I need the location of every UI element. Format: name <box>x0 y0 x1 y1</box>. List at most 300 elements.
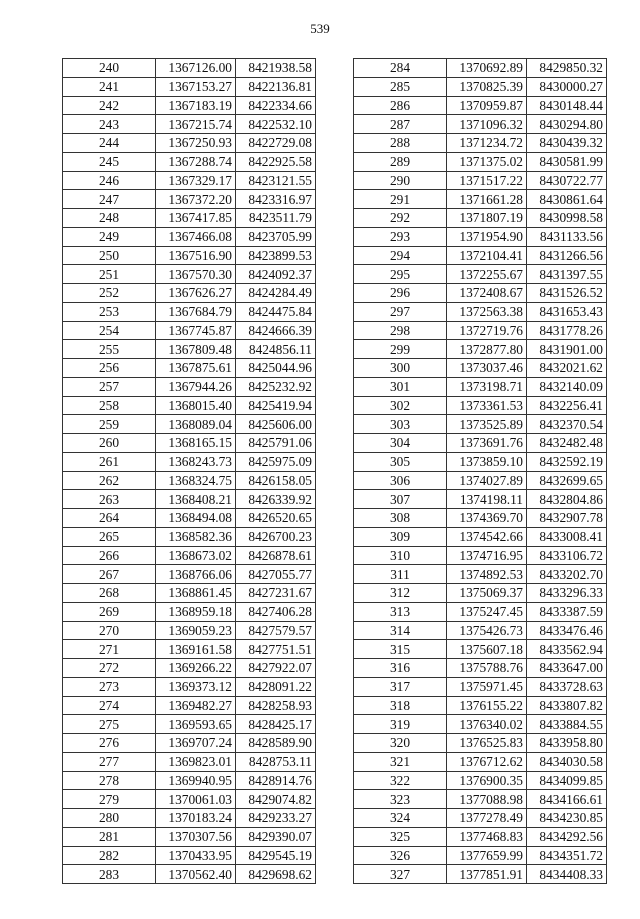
y-coordinate-cell: 8422334.66 <box>236 96 316 115</box>
table-row <box>354 340 607 359</box>
x-coordinate-cell: 1367466.08 <box>156 227 236 246</box>
x-coordinate-cell: 1372877.80 <box>447 340 527 359</box>
y-coordinate-cell: 8434292.56 <box>527 827 607 846</box>
table-row <box>63 359 316 378</box>
table-row <box>63 471 316 490</box>
y-coordinate-cell: 8427231.67 <box>236 584 316 603</box>
y-coordinate-cell: 8431266.56 <box>527 246 607 265</box>
x-coordinate-cell: 1376155.22 <box>447 696 527 715</box>
table-row <box>354 134 607 153</box>
y-coordinate-cell: 8422136.81 <box>236 77 316 96</box>
y-coordinate-cell: 8433958.80 <box>527 734 607 753</box>
y-coordinate-cell: 8429233.27 <box>236 809 316 828</box>
point-number-cell: 252 <box>63 284 156 303</box>
point-number-cell: 274 <box>63 696 156 715</box>
y-coordinate-cell: 8428914.76 <box>236 771 316 790</box>
x-coordinate-cell: 1367153.27 <box>156 77 236 96</box>
table-row <box>354 490 607 509</box>
y-coordinate-cell: 8432592.19 <box>527 452 607 471</box>
x-coordinate-cell: 1375247.45 <box>447 602 527 621</box>
y-coordinate-cell: 8434351.72 <box>527 846 607 865</box>
point-number-cell: 304 <box>354 434 447 453</box>
x-coordinate-cell: 1367570.30 <box>156 265 236 284</box>
point-number-cell: 243 <box>63 115 156 134</box>
point-number-cell: 277 <box>63 752 156 771</box>
x-coordinate-cell: 1371807.19 <box>447 209 527 228</box>
point-number-cell: 290 <box>354 171 447 190</box>
x-coordinate-cell: 1375971.45 <box>447 677 527 696</box>
point-number-cell: 294 <box>354 246 447 265</box>
x-coordinate-cell: 1367250.93 <box>156 134 236 153</box>
point-number-cell: 303 <box>354 415 447 434</box>
table-row <box>63 696 316 715</box>
point-number-cell: 251 <box>63 265 156 284</box>
x-coordinate-cell: 1372255.67 <box>447 265 527 284</box>
point-number-cell: 275 <box>63 715 156 734</box>
y-coordinate-cell: 8429074.82 <box>236 790 316 809</box>
table-row <box>354 715 607 734</box>
y-coordinate-cell: 8426158.05 <box>236 471 316 490</box>
y-coordinate-cell: 8433106.72 <box>527 546 607 565</box>
y-coordinate-cell: 8425975.09 <box>236 452 316 471</box>
x-coordinate-cell: 1367126.00 <box>156 59 236 78</box>
table-row <box>63 865 316 884</box>
point-number-cell: 264 <box>63 509 156 528</box>
table-row <box>354 621 607 640</box>
x-coordinate-cell: 1367516.90 <box>156 246 236 265</box>
y-coordinate-cell: 8421938.58 <box>236 59 316 78</box>
x-coordinate-cell: 1372719.76 <box>447 321 527 340</box>
point-number-cell: 284 <box>354 59 447 78</box>
x-coordinate-cell: 1376525.83 <box>447 734 527 753</box>
y-coordinate-cell: 8432804.86 <box>527 490 607 509</box>
x-coordinate-cell: 1374369.70 <box>447 509 527 528</box>
point-number-cell: 297 <box>354 302 447 321</box>
table-row <box>354 659 607 678</box>
y-coordinate-cell: 8423316.97 <box>236 190 316 209</box>
x-coordinate-cell: 1369593.65 <box>156 715 236 734</box>
point-number-cell: 310 <box>354 546 447 565</box>
y-coordinate-cell: 8427922.07 <box>236 659 316 678</box>
point-number-cell: 309 <box>354 527 447 546</box>
x-coordinate-cell: 1371375.02 <box>447 152 527 171</box>
point-number-cell: 248 <box>63 209 156 228</box>
point-number-cell: 245 <box>63 152 156 171</box>
y-coordinate-cell: 8433728.63 <box>527 677 607 696</box>
x-coordinate-cell: 1368015.40 <box>156 396 236 415</box>
table-row <box>354 171 607 190</box>
y-coordinate-cell: 8423511.79 <box>236 209 316 228</box>
page-number: 539 <box>310 21 330 36</box>
y-coordinate-cell: 8430722.77 <box>527 171 607 190</box>
x-coordinate-cell: 1373037.46 <box>447 359 527 378</box>
x-coordinate-cell: 1370692.89 <box>447 59 527 78</box>
table-row <box>63 415 316 434</box>
point-number-cell: 240 <box>63 59 156 78</box>
x-coordinate-cell: 1369161.58 <box>156 640 236 659</box>
y-coordinate-cell: 8430581.99 <box>527 152 607 171</box>
table-row <box>63 715 316 734</box>
y-coordinate-cell: 8434099.85 <box>527 771 607 790</box>
x-coordinate-cell: 1370433.95 <box>156 846 236 865</box>
table-row <box>63 452 316 471</box>
point-number-cell: 256 <box>63 359 156 378</box>
table-row <box>63 246 316 265</box>
point-number-cell: 270 <box>63 621 156 640</box>
table-row <box>354 209 607 228</box>
x-coordinate-cell: 1368324.75 <box>156 471 236 490</box>
x-coordinate-cell: 1377468.83 <box>447 827 527 846</box>
x-coordinate-cell: 1368408.21 <box>156 490 236 509</box>
table-row <box>63 302 316 321</box>
x-coordinate-cell: 1369482.27 <box>156 696 236 715</box>
x-coordinate-cell: 1370959.87 <box>447 96 527 115</box>
y-coordinate-cell: 8430439.32 <box>527 134 607 153</box>
point-number-cell: 321 <box>354 752 447 771</box>
x-coordinate-cell: 1371954.90 <box>447 227 527 246</box>
x-coordinate-cell: 1369823.01 <box>156 752 236 771</box>
table-row <box>354 190 607 209</box>
point-number-cell: 241 <box>63 77 156 96</box>
x-coordinate-cell: 1367875.61 <box>156 359 236 378</box>
table-row <box>354 865 607 884</box>
table-row <box>354 752 607 771</box>
point-number-cell: 316 <box>354 659 447 678</box>
point-number-cell: 307 <box>354 490 447 509</box>
table-row <box>354 734 607 753</box>
x-coordinate-cell: 1368861.45 <box>156 584 236 603</box>
table-row <box>63 771 316 790</box>
y-coordinate-cell: 8430148.44 <box>527 96 607 115</box>
point-number-cell: 320 <box>354 734 447 753</box>
y-coordinate-cell: 8433807.82 <box>527 696 607 715</box>
table-row <box>354 696 607 715</box>
x-coordinate-cell: 1371234.72 <box>447 134 527 153</box>
point-number-cell: 323 <box>354 790 447 809</box>
table-row <box>63 752 316 771</box>
table-row <box>354 415 607 434</box>
y-coordinate-cell: 8434030.58 <box>527 752 607 771</box>
table-row <box>354 96 607 115</box>
y-coordinate-cell: 8428589.90 <box>236 734 316 753</box>
coordinate-table-left <box>62 58 316 884</box>
point-number-cell: 308 <box>354 509 447 528</box>
table-row <box>354 59 607 78</box>
y-coordinate-cell: 8429390.07 <box>236 827 316 846</box>
table-row <box>354 546 607 565</box>
point-number-cell: 283 <box>63 865 156 884</box>
y-coordinate-cell: 8434408.33 <box>527 865 607 884</box>
point-number-cell: 279 <box>63 790 156 809</box>
table-row <box>63 790 316 809</box>
point-number-cell: 299 <box>354 340 447 359</box>
point-number-cell: 325 <box>354 827 447 846</box>
table-row <box>354 602 607 621</box>
y-coordinate-cell: 8432370.54 <box>527 415 607 434</box>
x-coordinate-cell: 1367372.20 <box>156 190 236 209</box>
table-row <box>63 546 316 565</box>
point-number-cell: 273 <box>63 677 156 696</box>
y-coordinate-cell: 8431133.56 <box>527 227 607 246</box>
x-coordinate-cell: 1376712.62 <box>447 752 527 771</box>
table-row <box>63 734 316 753</box>
x-coordinate-cell: 1377278.49 <box>447 809 527 828</box>
table-row <box>354 377 607 396</box>
point-number-cell: 276 <box>63 734 156 753</box>
table-row <box>354 284 607 303</box>
table-row <box>63 659 316 678</box>
x-coordinate-cell: 1370061.03 <box>156 790 236 809</box>
table-row <box>63 96 316 115</box>
table-row <box>63 846 316 865</box>
x-coordinate-cell: 1367809.48 <box>156 340 236 359</box>
x-coordinate-cell: 1374716.95 <box>447 546 527 565</box>
point-number-cell: 312 <box>354 584 447 603</box>
point-number-cell: 286 <box>354 96 447 115</box>
table-row <box>63 434 316 453</box>
table-row <box>63 490 316 509</box>
table-row <box>63 640 316 659</box>
x-coordinate-cell: 1367215.74 <box>156 115 236 134</box>
y-coordinate-cell: 8425044.96 <box>236 359 316 378</box>
point-number-cell: 278 <box>63 771 156 790</box>
y-coordinate-cell: 8432021.62 <box>527 359 607 378</box>
point-number-cell: 280 <box>63 809 156 828</box>
point-number-cell: 326 <box>354 846 447 865</box>
y-coordinate-cell: 8425419.94 <box>236 396 316 415</box>
y-coordinate-cell: 8427751.51 <box>236 640 316 659</box>
point-number-cell: 271 <box>63 640 156 659</box>
x-coordinate-cell: 1377851.91 <box>447 865 527 884</box>
point-number-cell: 253 <box>63 302 156 321</box>
y-coordinate-cell: 8428425.17 <box>236 715 316 734</box>
y-coordinate-cell: 8425791.06 <box>236 434 316 453</box>
table-row <box>354 321 607 340</box>
point-number-cell: 247 <box>63 190 156 209</box>
table-row <box>354 846 607 865</box>
x-coordinate-cell: 1367417.85 <box>156 209 236 228</box>
point-number-cell: 291 <box>354 190 447 209</box>
x-coordinate-cell: 1369059.23 <box>156 621 236 640</box>
y-coordinate-cell: 8425606.00 <box>236 415 316 434</box>
x-coordinate-cell: 1373859.10 <box>447 452 527 471</box>
table-row <box>63 827 316 846</box>
point-number-cell: 263 <box>63 490 156 509</box>
y-coordinate-cell: 8426700.23 <box>236 527 316 546</box>
y-coordinate-cell: 8432256.41 <box>527 396 607 415</box>
table-row <box>63 190 316 209</box>
table-row <box>63 321 316 340</box>
y-coordinate-cell: 8433202.70 <box>527 565 607 584</box>
table-row <box>63 284 316 303</box>
y-coordinate-cell: 8427055.77 <box>236 565 316 584</box>
x-coordinate-cell: 1374027.89 <box>447 471 527 490</box>
x-coordinate-cell: 1368959.18 <box>156 602 236 621</box>
x-coordinate-cell: 1375607.18 <box>447 640 527 659</box>
table-row <box>354 359 607 378</box>
y-coordinate-cell: 8422925.58 <box>236 152 316 171</box>
x-coordinate-cell: 1367684.79 <box>156 302 236 321</box>
table-row <box>354 471 607 490</box>
table-row <box>63 134 316 153</box>
table-row <box>354 302 607 321</box>
x-coordinate-cell: 1377659.99 <box>447 846 527 865</box>
point-number-cell: 288 <box>354 134 447 153</box>
y-coordinate-cell: 8433387.59 <box>527 602 607 621</box>
y-coordinate-cell: 8430998.58 <box>527 209 607 228</box>
table-row <box>354 640 607 659</box>
y-coordinate-cell: 8433647.00 <box>527 659 607 678</box>
table-row <box>354 434 607 453</box>
y-coordinate-cell: 8423705.99 <box>236 227 316 246</box>
x-coordinate-cell: 1375069.37 <box>447 584 527 603</box>
x-coordinate-cell: 1372104.41 <box>447 246 527 265</box>
point-number-cell: 249 <box>63 227 156 246</box>
table-row <box>354 827 607 846</box>
point-number-cell: 327 <box>354 865 447 884</box>
y-coordinate-cell: 8424475.84 <box>236 302 316 321</box>
point-number-cell: 319 <box>354 715 447 734</box>
y-coordinate-cell: 8433008.41 <box>527 527 607 546</box>
y-coordinate-cell: 8422729.08 <box>236 134 316 153</box>
table-row <box>354 265 607 284</box>
y-coordinate-cell: 8424666.39 <box>236 321 316 340</box>
point-number-cell: 300 <box>354 359 447 378</box>
y-coordinate-cell: 8425232.92 <box>236 377 316 396</box>
table-row <box>354 509 607 528</box>
y-coordinate-cell: 8432699.65 <box>527 471 607 490</box>
point-number-cell: 258 <box>63 396 156 415</box>
table-row <box>354 677 607 696</box>
x-coordinate-cell: 1375788.76 <box>447 659 527 678</box>
y-coordinate-cell: 8427406.28 <box>236 602 316 621</box>
x-coordinate-cell: 1373198.71 <box>447 377 527 396</box>
point-number-cell: 289 <box>354 152 447 171</box>
point-number-cell: 292 <box>354 209 447 228</box>
x-coordinate-cell: 1370562.40 <box>156 865 236 884</box>
y-coordinate-cell: 8430861.64 <box>527 190 607 209</box>
point-number-cell: 246 <box>63 171 156 190</box>
point-number-cell: 255 <box>63 340 156 359</box>
point-number-cell: 306 <box>354 471 447 490</box>
point-number-cell: 242 <box>63 96 156 115</box>
table-row <box>63 809 316 828</box>
x-coordinate-cell: 1371661.28 <box>447 190 527 209</box>
point-number-cell: 298 <box>354 321 447 340</box>
table-row <box>354 227 607 246</box>
x-coordinate-cell: 1374198.11 <box>447 490 527 509</box>
y-coordinate-cell: 8424092.37 <box>236 265 316 284</box>
y-coordinate-cell: 8433296.33 <box>527 584 607 603</box>
x-coordinate-cell: 1368766.06 <box>156 565 236 584</box>
y-coordinate-cell: 8422532.10 <box>236 115 316 134</box>
x-coordinate-cell: 1369373.12 <box>156 677 236 696</box>
point-number-cell: 322 <box>354 771 447 790</box>
y-coordinate-cell: 8433884.55 <box>527 715 607 734</box>
y-coordinate-cell: 8424856.11 <box>236 340 316 359</box>
x-coordinate-cell: 1367944.26 <box>156 377 236 396</box>
x-coordinate-cell: 1371096.32 <box>447 115 527 134</box>
y-coordinate-cell: 8426520.65 <box>236 509 316 528</box>
point-number-cell: 267 <box>63 565 156 584</box>
y-coordinate-cell: 8431526.52 <box>527 284 607 303</box>
y-coordinate-cell: 8432482.48 <box>527 434 607 453</box>
y-coordinate-cell: 8431901.00 <box>527 340 607 359</box>
coordinate-table-right <box>353 58 607 884</box>
x-coordinate-cell: 1371517.22 <box>447 171 527 190</box>
point-number-cell: 287 <box>354 115 447 134</box>
point-number-cell: 262 <box>63 471 156 490</box>
y-coordinate-cell: 8433562.94 <box>527 640 607 659</box>
table-row <box>354 77 607 96</box>
x-coordinate-cell: 1367288.74 <box>156 152 236 171</box>
y-coordinate-cell: 8429698.62 <box>236 865 316 884</box>
y-coordinate-cell: 8434166.61 <box>527 790 607 809</box>
x-coordinate-cell: 1368494.08 <box>156 509 236 528</box>
point-number-cell: 250 <box>63 246 156 265</box>
x-coordinate-cell: 1375426.73 <box>447 621 527 640</box>
point-number-cell: 313 <box>354 602 447 621</box>
table-row <box>63 396 316 415</box>
table-row <box>354 452 607 471</box>
table-row <box>354 790 607 809</box>
point-number-cell: 285 <box>354 77 447 96</box>
y-coordinate-cell: 8424284.49 <box>236 284 316 303</box>
point-number-cell: 259 <box>63 415 156 434</box>
table-row <box>354 809 607 828</box>
point-number-cell: 311 <box>354 565 447 584</box>
point-number-cell: 293 <box>354 227 447 246</box>
table-row <box>63 527 316 546</box>
y-coordinate-cell: 8431397.55 <box>527 265 607 284</box>
point-number-cell: 282 <box>63 846 156 865</box>
y-coordinate-cell: 8432907.78 <box>527 509 607 528</box>
table-row <box>63 265 316 284</box>
point-number-cell: 268 <box>63 584 156 603</box>
y-coordinate-cell: 8428753.11 <box>236 752 316 771</box>
x-coordinate-cell: 1370183.24 <box>156 809 236 828</box>
x-coordinate-cell: 1368582.36 <box>156 527 236 546</box>
table-row <box>63 584 316 603</box>
point-number-cell: 265 <box>63 527 156 546</box>
y-coordinate-cell: 8431653.43 <box>527 302 607 321</box>
x-coordinate-cell: 1374892.53 <box>447 565 527 584</box>
point-number-cell: 317 <box>354 677 447 696</box>
x-coordinate-cell: 1377088.98 <box>447 790 527 809</box>
y-coordinate-cell: 8426878.61 <box>236 546 316 565</box>
table-row <box>63 677 316 696</box>
point-number-cell: 296 <box>354 284 447 303</box>
x-coordinate-cell: 1374542.66 <box>447 527 527 546</box>
y-coordinate-cell: 8430000.27 <box>527 77 607 96</box>
y-coordinate-cell: 8423899.53 <box>236 246 316 265</box>
point-number-cell: 261 <box>63 452 156 471</box>
x-coordinate-cell: 1368089.04 <box>156 415 236 434</box>
table-row <box>63 115 316 134</box>
point-number-cell: 257 <box>63 377 156 396</box>
table-row <box>354 771 607 790</box>
x-coordinate-cell: 1373691.76 <box>447 434 527 453</box>
y-coordinate-cell: 8431778.26 <box>527 321 607 340</box>
y-coordinate-cell: 8426339.92 <box>236 490 316 509</box>
y-coordinate-cell: 8429850.32 <box>527 59 607 78</box>
point-number-cell: 302 <box>354 396 447 415</box>
x-coordinate-cell: 1376900.35 <box>447 771 527 790</box>
x-coordinate-cell: 1370825.39 <box>447 77 527 96</box>
y-coordinate-cell: 8433476.46 <box>527 621 607 640</box>
y-coordinate-cell: 8428258.93 <box>236 696 316 715</box>
point-number-cell: 324 <box>354 809 447 828</box>
